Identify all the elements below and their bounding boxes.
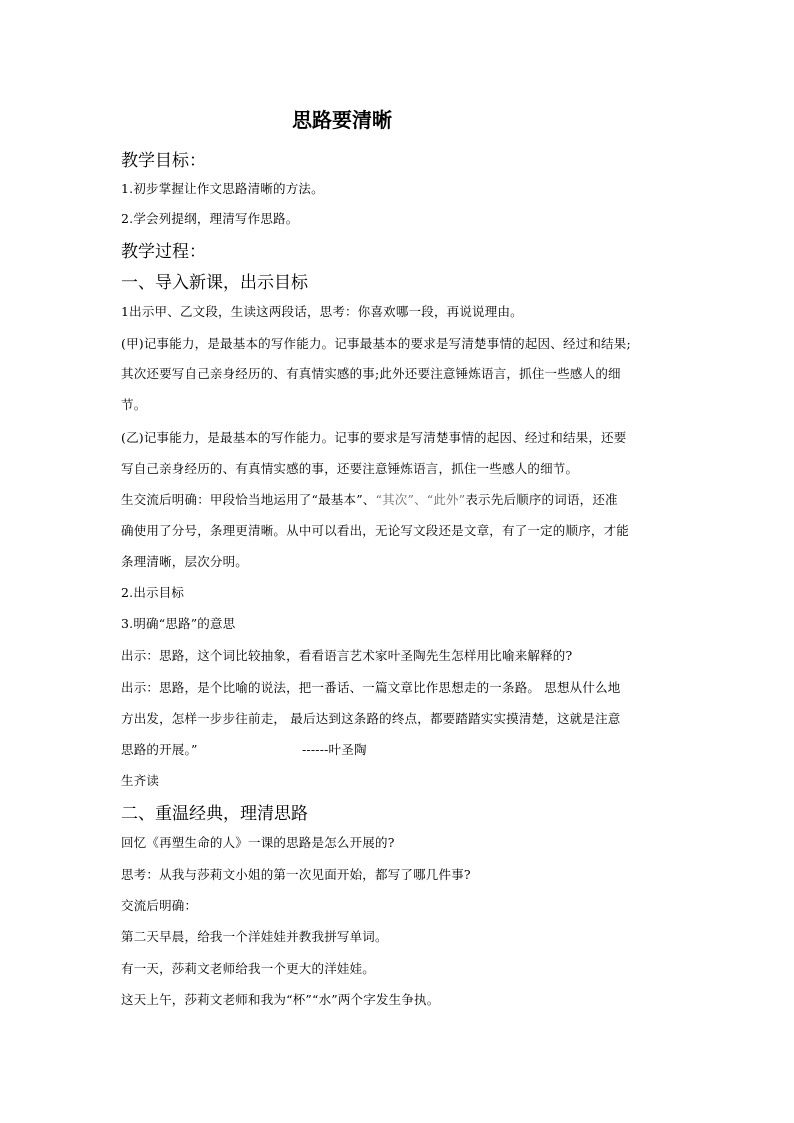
conclusion-text: 生交流后明确：甲段恰当地运用了“最基本”、 — [121, 492, 376, 507]
quote-author: ------叶圣陶 — [302, 742, 367, 757]
paragraph-line: (乙)记事能力，是最基本的写作能力。记事的要求是写清楚事情的起因、经过和结果，还要 — [121, 430, 627, 445]
section-heading: 一、导入新课，出示目标 — [121, 273, 308, 293]
list-item: 有一天，莎莉文老师给我一个更大的洋娃娃。 — [121, 961, 376, 976]
paragraph-line: 1出示甲、乙文段，生读这两段话，思考：你喜欢哪一段，再说说理由。 — [121, 304, 523, 319]
list-item: 这天上午，莎莉文老师和我为“杯”“水”两个字发生争执。 — [121, 992, 440, 1007]
process-heading: 教学过程： — [121, 242, 206, 262]
goals-heading: 教学目标： — [121, 151, 206, 171]
paragraph-line: 节。 — [121, 397, 147, 412]
paragraph-line: 3.明确“思路”的意思 — [121, 616, 236, 631]
conclusion-text: 表示先后顺序的词语，还准 — [465, 492, 618, 507]
paragraph-line: 出示：思路，是个比喻的说法，把一番话、一篇文章比作思想走的一条路。 思想从什么地 — [121, 680, 621, 695]
goal-item: 2.学会列提纲，理清写作思路。 — [121, 211, 299, 226]
list-item: 第二天早晨，给我一个洋娃娃并教我拼写单词。 — [121, 929, 388, 944]
goal-item: 1.初步掌握让作文思路清晰的方法。 — [121, 181, 324, 196]
paragraph-line: (甲)记事能力，是最基本的写作能力。记事最基本的要求是写清楚事情的起因、经过和结果; — [121, 336, 631, 351]
paragraph-line: 条理清晰，层次分明。 — [121, 554, 249, 569]
paragraph-line: 2.出示目标 — [121, 585, 185, 600]
paragraph-line: 写自己亲身经历的、有真情实感的事，还要注意锤炼语言，抓住一些感人的细节。 — [121, 461, 579, 476]
paragraph-line: 思考：从我与莎莉文小姐的第一次见面开始，都写了哪几件事? — [121, 867, 471, 882]
highlighted-words: “其次”、“此外” — [375, 492, 466, 507]
paragraph-line: 出示：思路，这个词比较抽象，看看语言艺术家叶圣陶先生怎样用比喻来解释的? — [121, 648, 573, 663]
section-heading: 二、重温经典，理清思路 — [121, 804, 308, 824]
paragraph-line: 思路的开展。” — [121, 742, 198, 757]
paragraph-line: 其次还要写自己亲身经历的、有真情实感的事;此外还要注意锤炼语言，抓住一些感人的细 — [121, 366, 621, 381]
paragraph-line: 回忆《再塑生命的人》一课的思路是怎么开展的? — [121, 835, 395, 850]
paragraph-line: 生齐读 — [121, 773, 160, 788]
paragraph-line: 确使用了分号，条理更清晰。从中可以看出，无论写文段还是文章，有了一定的顺序，才能 — [121, 523, 630, 538]
page-title: 思路要清晰 — [292, 108, 392, 132]
paragraph-line: 方出发，怎样一步步往前走， 最后达到这条路的终点，都要踏踏实实摸清楚，这就是注意 — [121, 711, 621, 726]
paragraph-line — [121, 490, 618, 508]
paragraph-line: 交流后明确： — [121, 898, 198, 913]
